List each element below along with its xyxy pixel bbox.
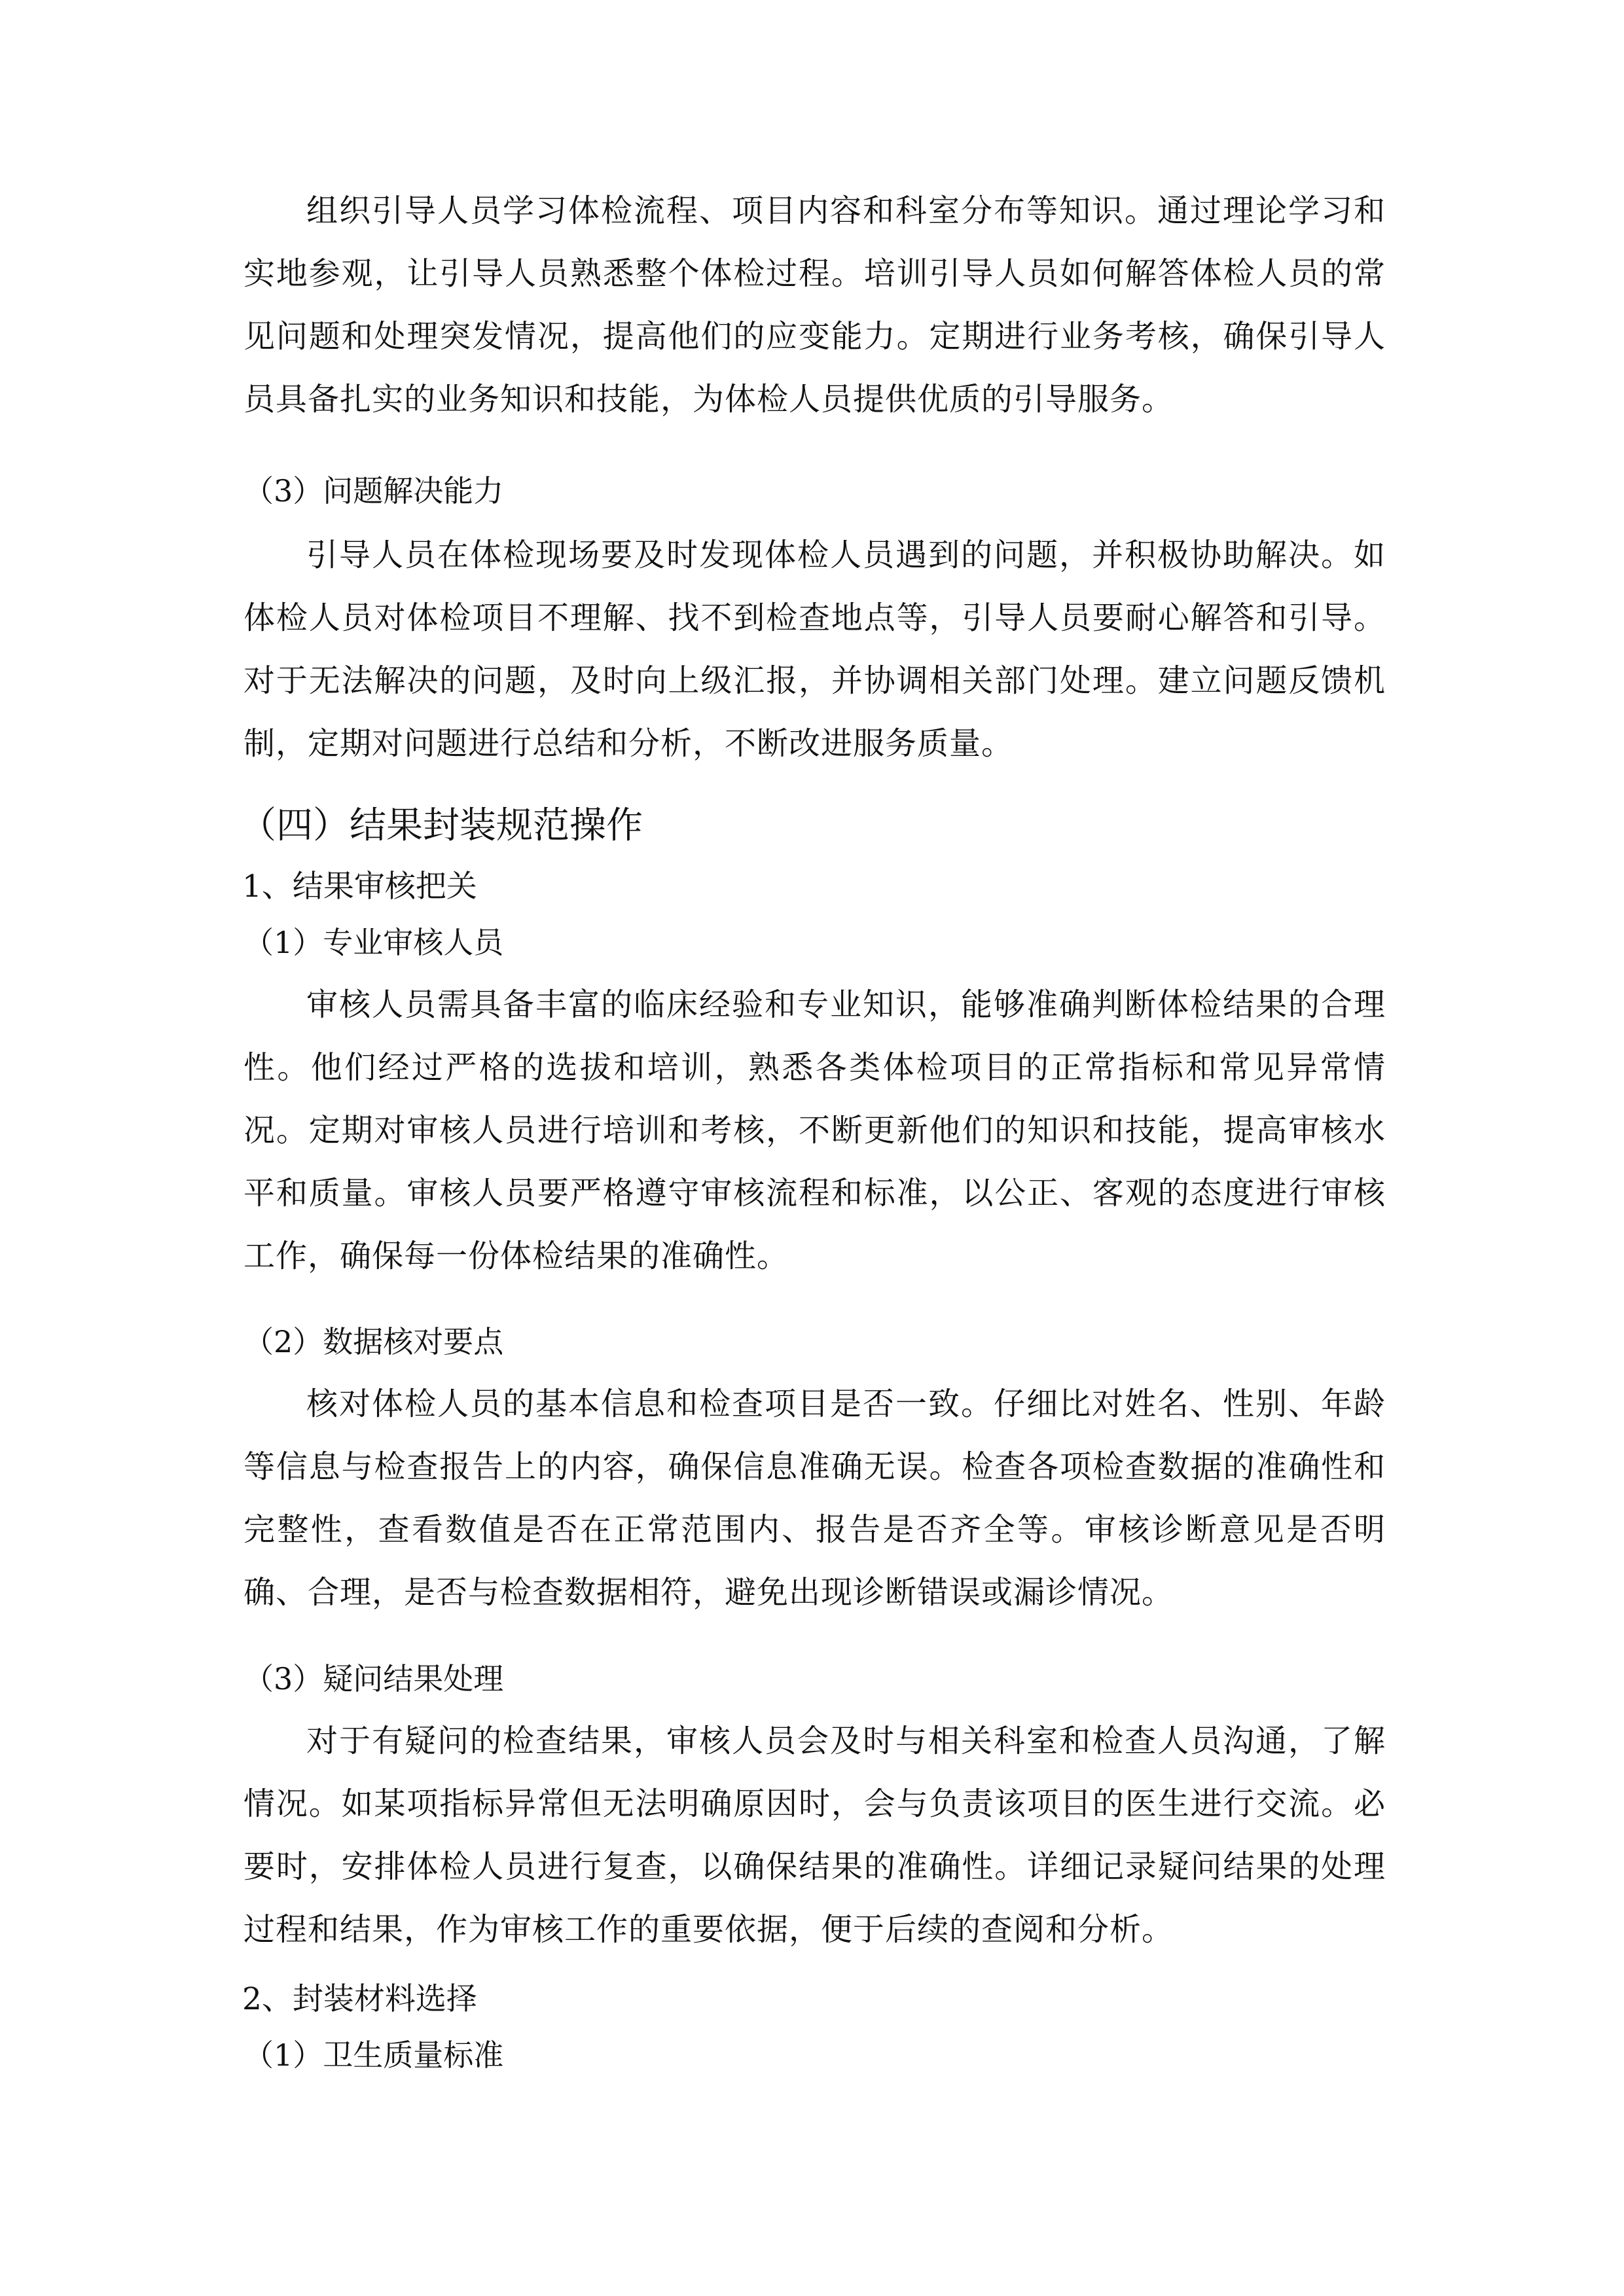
subheading-questionable-results: （3）疑问结果处理 [244, 1661, 504, 1696]
paragraph-questionable-results: 对于有疑问的检查结果，审核人员会及时与相关科室和检查人员沟通，了解情况。如某项指标异常但无法明确原因时，会与负责该项目的医生进行交流。必要时，安排体检人员进行复查，以确保结果的准确性。详细记录疑问结果的处理过程和结果，作为审核工作的重要依据，便于后续的查阅和分析。 [244, 1723, 1386, 1948]
subheading-hygiene-quality: （1）卫生质量标准 [244, 2037, 504, 2073]
paragraph-problem-solving: 引导人员在体检现场要及时发现体检人员遇到的问题，并积极协助解决。如体检人员对体检项目不理解、找不到检查地点等，引导人员要耐心解答和引导。对于无法解决的问题，及时向上级汇报，并协调相关部门处理。建立问题反馈机制，定期对问题进行总结和分析，不断改进服务质量。 [244, 537, 1386, 762]
item-heading-result-review: 1、结果审核把关 [242, 869, 477, 905]
item-heading-packaging-material: 2、封装材料选择 [242, 1981, 477, 2017]
subheading-problem-solving: （3）问题解决能力 [244, 473, 504, 509]
section-heading-result-packaging: （四）结果封装规范操作 [240, 804, 643, 847]
paragraph-data-verification: 核对体检人员的基本信息和检查项目是否一致。仔细比对姓名、性别、年龄等信息与检查报告上的内容，确保信息准确无误。检查各项检查数据的准确性和完整性，查看数值是否在正常范围内、报告是否齐全等。审核诊断意见是否明确、合理，是否与检查数据相符，避免出现诊断错误或漏诊情况。 [244, 1386, 1386, 1611]
subheading-data-verification: （2）数据核对要点 [244, 1324, 504, 1359]
paragraph-guide-training: 组织引导人员学习体检流程、项目内容和科室分布等知识。通过理论学习和实地参观，让引导人员熟悉整个体检过程。培训引导人员如何解答体检人员的常见问题和处理突发情况，提高他们的应变能力。定期进行业务考核，确保引导人员具备扎实的业务知识和技能，为体检人员提供优质的引导服务。 [244, 192, 1386, 418]
paragraph-professional-reviewers: 审核人员需具备丰富的临床经验和专业知识，能够准确判断体检结果的合理性。他们经过严格的选拔和培训，熟悉各类体检项目的正常指标和常见异常情况。定期对审核人员进行培训和考核，不断更新他们的知识和技能，提高审核水平和质量。审核人员要严格遵守审核流程和标准，以公正、客观的态度进行审核工作，确保每一份体检结果的准确性。 [244, 986, 1386, 1274]
subheading-professional-reviewers: （1）专业审核人员 [244, 925, 504, 960]
